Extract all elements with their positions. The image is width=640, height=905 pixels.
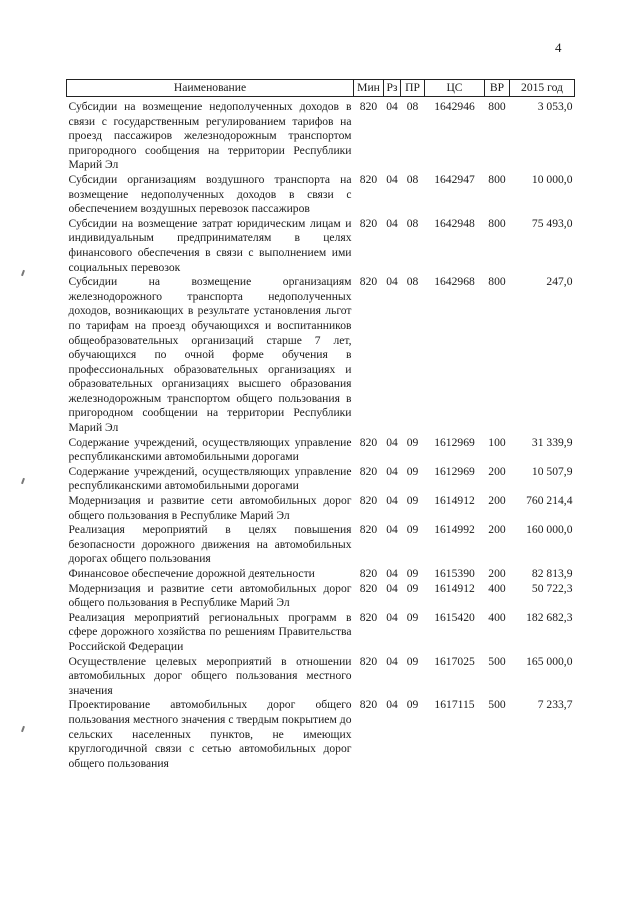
row-name: Субсидии на возмещение организациям железнодорожного транспорта недополученных доходов, возникающих в результате установления льгот по тарифам на проезд обучающихся и воспитанников общеобразовательных организаций старше 7 лет, обучающихся по очной форме обучения в профессиональных образовательных организациях и образовательных организациях высшего образования железнодорожным транспортом общего пользования в пригородном сообщении на территории Республики Марий Эл xyxy=(68,275,352,435)
row-min: 820 xyxy=(359,464,378,478)
row-rz: 04 xyxy=(386,654,398,668)
row-pr: 09 xyxy=(406,654,419,668)
row-pr: 08 xyxy=(406,172,419,186)
row-rz: 04 xyxy=(386,698,398,712)
table-row xyxy=(67,436,575,465)
column-header-pr: ПР xyxy=(401,80,425,97)
row-min: 820 xyxy=(359,654,378,668)
row-rz: 04 xyxy=(386,100,398,113)
row-cs: 1642946 xyxy=(434,100,475,113)
row-vr: 200 xyxy=(488,523,506,537)
row-pr: 09 xyxy=(406,494,419,508)
table-row xyxy=(67,494,575,523)
row-amount: 247,0 xyxy=(546,275,573,289)
row-min: 820 xyxy=(359,100,378,113)
row-pr: 09 xyxy=(406,698,419,712)
row-min: 820 xyxy=(359,275,378,289)
table-row xyxy=(67,465,575,494)
column-header-cs: ЦС xyxy=(425,80,485,97)
row-pr: 08 xyxy=(406,100,419,113)
row-rz: 04 xyxy=(386,567,398,580)
row-min: 820 xyxy=(359,567,378,580)
row-pr: 09 xyxy=(406,464,419,478)
table-row xyxy=(67,100,575,173)
row-vr: 500 xyxy=(488,654,506,668)
budget-table xyxy=(66,79,575,771)
row-vr: 100 xyxy=(488,435,506,449)
row-cs: 1642968 xyxy=(434,275,475,289)
table-row xyxy=(67,655,575,699)
row-min: 820 xyxy=(359,494,378,508)
row-amount: 10 507,9 xyxy=(531,464,573,478)
row-pr: 09 xyxy=(406,523,419,537)
column-header-rz: Рз xyxy=(384,80,401,97)
row-vr: 200 xyxy=(488,567,506,580)
row-rz: 04 xyxy=(386,216,398,230)
row-name: Осуществление целевых мероприятий в отношении автомобильных дорог общего пользования местного значения xyxy=(68,654,352,697)
row-amount: 75 493,0 xyxy=(531,216,573,230)
row-amount: 160 000,0 xyxy=(526,523,573,537)
row-name: Финансовое обеспечение дорожной деятельности xyxy=(68,567,315,580)
row-rz: 04 xyxy=(386,494,398,508)
row-amount: 82 813,9 xyxy=(531,567,573,580)
row-rz: 04 xyxy=(386,172,398,186)
row-vr: 400 xyxy=(488,581,506,595)
row-min: 820 xyxy=(359,216,378,230)
row-cs: 1617115 xyxy=(434,698,475,712)
row-name: Содержание учреждений, осуществляющих управление республиканскими автомобильными дорогами xyxy=(68,464,352,493)
row-pr: 08 xyxy=(406,275,419,289)
table-row xyxy=(67,173,575,217)
row-cs: 1642947 xyxy=(434,172,475,186)
row-vr: 200 xyxy=(488,494,506,508)
row-amount: 50 722,3 xyxy=(531,581,573,595)
row-min: 820 xyxy=(359,523,378,537)
margin-mark xyxy=(21,726,25,732)
row-name: Реализация мероприятий в целях повышения безопасности дорожного движения на автомобильных дорогах общего пользования xyxy=(68,523,352,566)
row-amount: 165 000,0 xyxy=(526,654,573,668)
row-vr: 400 xyxy=(488,610,506,624)
row-name: Субсидии на возмещение затрат юридическим лицам и индивидуальным предпринимателям в целях финансового обеспечения в связи с выполнением ими социальных перевозок xyxy=(68,216,352,274)
table-row xyxy=(67,698,575,771)
row-min: 820 xyxy=(359,581,378,595)
row-amount: 31 339,9 xyxy=(531,435,573,449)
row-min: 820 xyxy=(359,698,378,712)
column-header-vr: ВР xyxy=(485,80,510,97)
column-header-name: Наименование xyxy=(67,80,354,97)
row-name: Субсидии организациям воздушного транспорта на возмещение недополученных доходов в связи с обеспечением воздушных перевозок пассажиров xyxy=(68,172,352,216)
column-header-min: Мин xyxy=(354,80,384,97)
table-row xyxy=(67,275,575,436)
margin-mark xyxy=(21,478,25,484)
row-cs: 1614912 xyxy=(434,494,475,508)
row-pr: 09 xyxy=(406,581,419,595)
row-name: Субсидии на возмещение недополученных доходов в связи с государственным регулированием тарифов на проезд пассажиров железнодорожным транспортом пригородного сообщения на территории Республики Марий Эл xyxy=(68,100,352,172)
row-cs: 1612969 xyxy=(434,464,475,478)
table-row xyxy=(67,611,575,655)
column-header-year: 2015 год xyxy=(510,80,575,97)
row-vr: 800 xyxy=(488,100,506,113)
row-cs: 1615390 xyxy=(434,567,475,580)
row-cs: 1642948 xyxy=(434,216,475,230)
row-name: Модернизация и развитие сети автомобильных дорог общего пользования в Республике Марий Эл xyxy=(68,581,352,610)
header-row xyxy=(67,80,575,97)
table-row xyxy=(67,582,575,611)
row-vr: 500 xyxy=(488,698,506,712)
row-name: Содержание учреждений, осуществляющих управление республиканскими автомобильными дорогами xyxy=(68,435,352,464)
row-cs: 1614992 xyxy=(434,523,475,537)
row-vr: 800 xyxy=(488,216,506,230)
row-amount: 10 000,0 xyxy=(531,172,573,186)
row-rz: 04 xyxy=(386,275,398,289)
row-pr: 09 xyxy=(406,610,419,624)
row-vr: 800 xyxy=(488,275,506,289)
row-amount: 182 682,3 xyxy=(526,610,573,624)
row-pr: 08 xyxy=(406,216,419,230)
table-row xyxy=(67,567,575,582)
table-row xyxy=(67,523,575,567)
row-pr: 09 xyxy=(406,567,419,580)
row-cs: 1615420 xyxy=(434,610,475,624)
row-rz: 04 xyxy=(386,435,398,449)
row-pr: 09 xyxy=(406,435,419,449)
row-rz: 04 xyxy=(386,581,398,595)
row-vr: 800 xyxy=(488,172,506,186)
row-amount: 760 214,4 xyxy=(526,494,573,508)
row-rz: 04 xyxy=(386,464,398,478)
page-number: 4 xyxy=(555,40,562,55)
margin-mark xyxy=(21,270,25,276)
row-rz: 04 xyxy=(386,523,398,537)
row-cs: 1612969 xyxy=(434,435,475,449)
row-min: 820 xyxy=(359,435,378,449)
row-vr: 200 xyxy=(488,464,506,478)
row-name: Модернизация и развитие сети автомобильных дорог общего пользования в Республике Марий Эл xyxy=(68,494,352,522)
row-cs: 1614912 xyxy=(434,581,475,595)
row-min: 820 xyxy=(359,610,378,624)
row-min: 820 xyxy=(359,172,378,186)
table-row xyxy=(67,217,575,275)
row-amount: 7 233,7 xyxy=(537,698,573,712)
row-cs: 1617025 xyxy=(434,654,475,668)
row-rz: 04 xyxy=(386,610,398,624)
row-amount: 3 053,0 xyxy=(537,100,573,113)
row-name: Проектирование автомобильных дорог общего пользования местного значения с твердым покрытием до сельских населенных пунктов, не имеющих круглогодичной связи с сетью автомобильных дорог общего пользования xyxy=(68,698,352,770)
row-name: Реализация мероприятий региональных программ в сфере дорожного хозяйства по решениям Правительства Российской Федерации xyxy=(68,610,352,653)
